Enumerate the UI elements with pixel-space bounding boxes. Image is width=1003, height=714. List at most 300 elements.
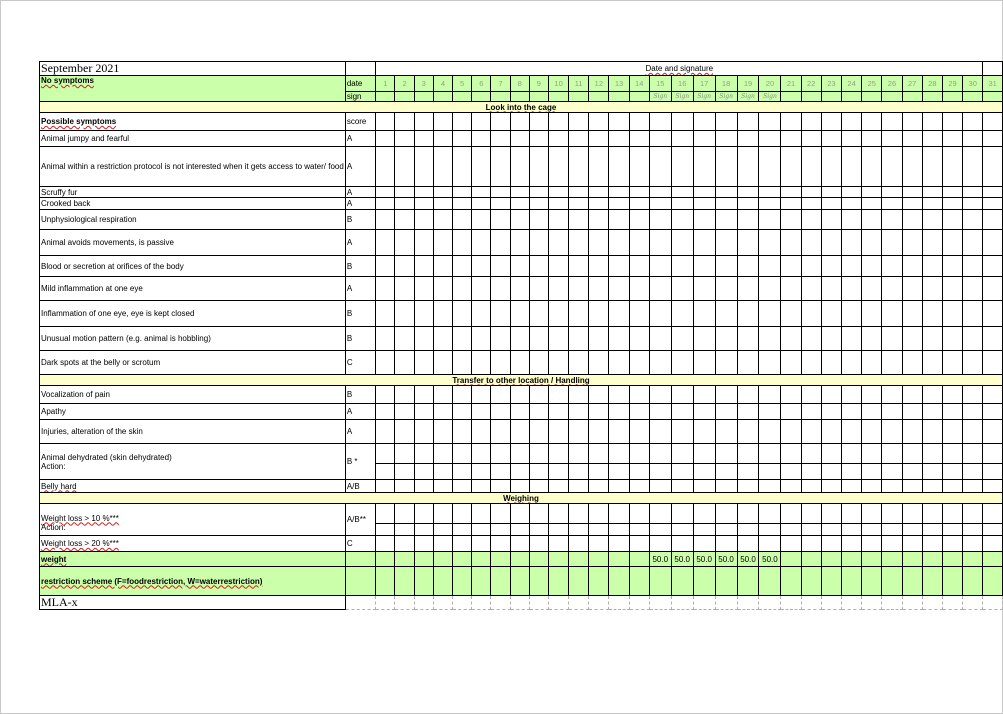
day-cell[interactable] bbox=[942, 524, 962, 536]
day-cell[interactable] bbox=[715, 480, 737, 493]
day-cell[interactable] bbox=[529, 567, 548, 596]
day-cell[interactable] bbox=[715, 210, 737, 230]
day-cell[interactable] bbox=[414, 444, 433, 464]
day-cell[interactable] bbox=[472, 131, 491, 147]
day-cell[interactable] bbox=[529, 277, 548, 301]
day-cell[interactable] bbox=[589, 444, 609, 464]
day-cell[interactable] bbox=[781, 386, 801, 404]
weight-value-cell[interactable] bbox=[942, 552, 962, 567]
day-cell[interactable] bbox=[609, 210, 629, 230]
day-cell[interactable] bbox=[472, 187, 491, 198]
day-cell[interactable] bbox=[983, 444, 1003, 464]
day-cell[interactable] bbox=[902, 210, 922, 230]
signature-cell[interactable] bbox=[902, 92, 922, 102]
day-cell[interactable] bbox=[548, 567, 568, 596]
day-cell[interactable] bbox=[841, 301, 861, 327]
day-cell[interactable] bbox=[395, 147, 414, 187]
signature-cell[interactable] bbox=[942, 92, 962, 102]
day-cell[interactable] bbox=[609, 230, 629, 256]
day-cell[interactable] bbox=[942, 536, 962, 552]
day-cell[interactable] bbox=[529, 198, 548, 210]
day-cell[interactable] bbox=[529, 351, 548, 375]
day-cell[interactable] bbox=[395, 230, 414, 256]
day-cell[interactable] bbox=[472, 444, 491, 464]
day-cell[interactable] bbox=[609, 327, 629, 351]
day-cell[interactable] bbox=[922, 230, 942, 256]
day-cell[interactable] bbox=[781, 187, 801, 198]
signature-cell[interactable] bbox=[882, 92, 902, 102]
day-cell[interactable] bbox=[942, 147, 962, 187]
day-cell[interactable] bbox=[589, 536, 609, 552]
day-cell[interactable] bbox=[759, 351, 781, 375]
day-cell[interactable] bbox=[491, 230, 510, 256]
day-cell[interactable] bbox=[715, 147, 737, 187]
day-cell[interactable] bbox=[983, 198, 1003, 210]
day-cell[interactable] bbox=[472, 536, 491, 552]
day-cell[interactable] bbox=[781, 256, 801, 277]
day-cell[interactable] bbox=[862, 351, 882, 375]
day-cell[interactable] bbox=[609, 524, 629, 536]
day-cell[interactable] bbox=[433, 131, 452, 147]
day-cell[interactable] bbox=[882, 444, 902, 464]
day-cell[interactable] bbox=[548, 464, 568, 480]
day-cell[interactable] bbox=[841, 210, 861, 230]
day-cell[interactable] bbox=[376, 277, 395, 301]
day-cell[interactable] bbox=[414, 230, 433, 256]
day-cell[interactable] bbox=[922, 464, 942, 480]
day-cell[interactable] bbox=[671, 536, 693, 552]
day-cell[interactable] bbox=[922, 131, 942, 147]
day-cell[interactable] bbox=[649, 210, 671, 230]
day-cell[interactable] bbox=[609, 480, 629, 493]
day-cell[interactable] bbox=[433, 386, 452, 404]
day-cell[interactable] bbox=[395, 277, 414, 301]
day-cell[interactable] bbox=[453, 256, 472, 277]
day-cell[interactable] bbox=[529, 386, 548, 404]
day-cell[interactable] bbox=[529, 420, 548, 444]
day-cell[interactable] bbox=[801, 277, 821, 301]
day-cell[interactable] bbox=[983, 277, 1003, 301]
day-cell[interactable] bbox=[414, 187, 433, 198]
day-cell[interactable] bbox=[882, 464, 902, 480]
day-cell[interactable] bbox=[529, 131, 548, 147]
day-cell[interactable] bbox=[942, 404, 962, 420]
signature-cell[interactable] bbox=[491, 92, 510, 102]
day-cell[interactable] bbox=[715, 444, 737, 464]
day-cell[interactable] bbox=[589, 480, 609, 493]
day-cell[interactable] bbox=[453, 301, 472, 327]
day-cell[interactable] bbox=[671, 420, 693, 444]
day-cell[interactable] bbox=[529, 187, 548, 198]
day-cell[interactable] bbox=[882, 404, 902, 420]
day-cell[interactable] bbox=[510, 230, 529, 256]
day-cell[interactable] bbox=[737, 404, 759, 420]
day-cell[interactable] bbox=[902, 386, 922, 404]
signature-cell[interactable] bbox=[376, 92, 395, 102]
day-cell[interactable] bbox=[963, 187, 983, 198]
weight-value-cell[interactable]: 50.0 bbox=[715, 552, 737, 567]
day-cell[interactable] bbox=[629, 404, 649, 420]
day-cell[interactable] bbox=[569, 536, 589, 552]
day-cell[interactable] bbox=[922, 536, 942, 552]
day-cell[interactable] bbox=[414, 524, 433, 536]
signature-cell[interactable] bbox=[589, 92, 609, 102]
day-cell[interactable] bbox=[472, 210, 491, 230]
day-cell[interactable] bbox=[759, 113, 781, 131]
day-cell[interactable] bbox=[548, 404, 568, 420]
day-cell[interactable] bbox=[589, 351, 609, 375]
day-cell[interactable] bbox=[433, 301, 452, 327]
day-cell[interactable] bbox=[759, 464, 781, 480]
day-cell[interactable] bbox=[414, 113, 433, 131]
day-cell[interactable] bbox=[395, 464, 414, 480]
day-cell[interactable] bbox=[801, 420, 821, 444]
day-cell[interactable] bbox=[376, 131, 395, 147]
day-cell[interactable] bbox=[671, 113, 693, 131]
day-cell[interactable] bbox=[882, 113, 902, 131]
day-cell[interactable] bbox=[609, 404, 629, 420]
day-cell[interactable] bbox=[472, 524, 491, 536]
day-cell[interactable] bbox=[548, 277, 568, 301]
day-cell[interactable] bbox=[529, 536, 548, 552]
day-cell[interactable] bbox=[922, 504, 942, 524]
day-cell[interactable] bbox=[821, 113, 841, 131]
day-cell[interactable] bbox=[453, 210, 472, 230]
day-cell[interactable] bbox=[491, 524, 510, 536]
day-cell[interactable] bbox=[376, 198, 395, 210]
day-cell[interactable] bbox=[942, 210, 962, 230]
day-cell[interactable] bbox=[453, 113, 472, 131]
weight-value-cell[interactable] bbox=[548, 552, 568, 567]
day-cell[interactable] bbox=[395, 327, 414, 351]
signature-cell[interactable] bbox=[963, 92, 983, 102]
signature-cell[interactable]: Sign bbox=[759, 92, 781, 102]
day-cell[interactable] bbox=[671, 277, 693, 301]
day-cell[interactable] bbox=[821, 187, 841, 198]
day-cell[interactable] bbox=[715, 567, 737, 596]
day-cell[interactable] bbox=[395, 301, 414, 327]
day-cell[interactable] bbox=[882, 524, 902, 536]
day-cell[interactable] bbox=[882, 187, 902, 198]
day-cell[interactable] bbox=[821, 210, 841, 230]
day-cell[interactable] bbox=[821, 301, 841, 327]
day-cell[interactable] bbox=[589, 147, 609, 187]
day-cell[interactable] bbox=[589, 113, 609, 131]
day-cell[interactable] bbox=[433, 210, 452, 230]
day-cell[interactable] bbox=[569, 386, 589, 404]
day-cell[interactable] bbox=[376, 567, 395, 596]
day-cell[interactable] bbox=[414, 464, 433, 480]
day-cell[interactable] bbox=[715, 277, 737, 301]
day-cell[interactable] bbox=[963, 404, 983, 420]
day-cell[interactable] bbox=[453, 327, 472, 351]
day-cell[interactable] bbox=[529, 464, 548, 480]
day-cell[interactable] bbox=[510, 210, 529, 230]
day-cell[interactable] bbox=[963, 256, 983, 277]
day-cell[interactable] bbox=[902, 536, 922, 552]
day-cell[interactable] bbox=[569, 504, 589, 524]
day-cell[interactable] bbox=[510, 351, 529, 375]
day-cell[interactable] bbox=[395, 113, 414, 131]
weight-value-cell[interactable]: 50.0 bbox=[759, 552, 781, 567]
day-cell[interactable] bbox=[821, 420, 841, 444]
signature-cell[interactable] bbox=[395, 92, 414, 102]
day-cell[interactable] bbox=[548, 147, 568, 187]
day-cell[interactable] bbox=[902, 256, 922, 277]
day-cell[interactable] bbox=[510, 113, 529, 131]
day-cell[interactable] bbox=[922, 301, 942, 327]
signature-cell[interactable] bbox=[472, 92, 491, 102]
day-cell[interactable] bbox=[942, 420, 962, 444]
weight-value-cell[interactable] bbox=[589, 552, 609, 567]
day-cell[interactable] bbox=[759, 256, 781, 277]
day-cell[interactable] bbox=[902, 567, 922, 596]
day-cell[interactable] bbox=[942, 230, 962, 256]
day-cell[interactable] bbox=[589, 420, 609, 444]
day-cell[interactable] bbox=[715, 351, 737, 375]
day-cell[interactable] bbox=[649, 301, 671, 327]
day-cell[interactable] bbox=[862, 504, 882, 524]
day-cell[interactable] bbox=[963, 277, 983, 301]
day-cell[interactable] bbox=[510, 524, 529, 536]
day-cell[interactable] bbox=[922, 420, 942, 444]
day-cell[interactable] bbox=[862, 147, 882, 187]
day-cell[interactable] bbox=[395, 386, 414, 404]
weight-value-cell[interactable] bbox=[569, 552, 589, 567]
day-cell[interactable] bbox=[472, 404, 491, 420]
day-cell[interactable] bbox=[942, 504, 962, 524]
day-cell[interactable] bbox=[963, 198, 983, 210]
day-cell[interactable] bbox=[862, 404, 882, 420]
day-cell[interactable] bbox=[376, 256, 395, 277]
signature-cell[interactable]: Sign bbox=[671, 92, 693, 102]
day-cell[interactable] bbox=[472, 113, 491, 131]
day-cell[interactable] bbox=[922, 351, 942, 375]
day-cell[interactable] bbox=[983, 464, 1003, 480]
day-cell[interactable] bbox=[882, 147, 902, 187]
day-cell[interactable] bbox=[693, 404, 715, 420]
day-cell[interactable] bbox=[983, 301, 1003, 327]
day-cell[interactable] bbox=[693, 147, 715, 187]
day-cell[interactable] bbox=[472, 420, 491, 444]
day-cell[interactable] bbox=[963, 420, 983, 444]
day-cell[interactable] bbox=[715, 536, 737, 552]
day-cell[interactable] bbox=[649, 147, 671, 187]
day-cell[interactable] bbox=[609, 420, 629, 444]
day-cell[interactable] bbox=[453, 404, 472, 420]
day-cell[interactable] bbox=[510, 327, 529, 351]
day-cell[interactable] bbox=[737, 351, 759, 375]
day-cell[interactable] bbox=[715, 327, 737, 351]
signature-cell[interactable] bbox=[983, 92, 1003, 102]
day-cell[interactable] bbox=[510, 147, 529, 187]
day-cell[interactable] bbox=[781, 351, 801, 375]
day-cell[interactable] bbox=[376, 351, 395, 375]
day-cell[interactable] bbox=[609, 187, 629, 198]
day-cell[interactable] bbox=[963, 351, 983, 375]
day-cell[interactable] bbox=[433, 464, 452, 480]
day-cell[interactable] bbox=[491, 444, 510, 464]
day-cell[interactable] bbox=[882, 386, 902, 404]
day-cell[interactable] bbox=[983, 327, 1003, 351]
day-cell[interactable] bbox=[902, 351, 922, 375]
day-cell[interactable] bbox=[491, 567, 510, 596]
day-cell[interactable] bbox=[433, 147, 452, 187]
day-cell[interactable] bbox=[649, 198, 671, 210]
day-cell[interactable] bbox=[841, 536, 861, 552]
day-cell[interactable] bbox=[963, 480, 983, 493]
day-cell[interactable] bbox=[510, 444, 529, 464]
day-cell[interactable] bbox=[902, 327, 922, 351]
day-cell[interactable] bbox=[510, 504, 529, 524]
day-cell[interactable] bbox=[963, 524, 983, 536]
day-cell[interactable] bbox=[882, 567, 902, 596]
day-cell[interactable] bbox=[548, 327, 568, 351]
day-cell[interactable] bbox=[882, 536, 902, 552]
day-cell[interactable] bbox=[510, 420, 529, 444]
day-cell[interactable] bbox=[491, 504, 510, 524]
day-cell[interactable] bbox=[414, 536, 433, 552]
weight-value-cell[interactable] bbox=[882, 552, 902, 567]
day-cell[interactable] bbox=[821, 256, 841, 277]
weight-value-cell[interactable] bbox=[395, 552, 414, 567]
day-cell[interactable] bbox=[472, 256, 491, 277]
day-cell[interactable] bbox=[395, 524, 414, 536]
day-cell[interactable] bbox=[693, 351, 715, 375]
day-cell[interactable] bbox=[693, 386, 715, 404]
day-cell[interactable] bbox=[529, 113, 548, 131]
day-cell[interactable] bbox=[759, 524, 781, 536]
day-cell[interactable] bbox=[963, 386, 983, 404]
day-cell[interactable] bbox=[902, 187, 922, 198]
day-cell[interactable] bbox=[629, 480, 649, 493]
day-cell[interactable] bbox=[715, 464, 737, 480]
day-cell[interactable] bbox=[395, 198, 414, 210]
day-cell[interactable] bbox=[671, 131, 693, 147]
day-cell[interactable] bbox=[715, 187, 737, 198]
day-cell[interactable] bbox=[414, 386, 433, 404]
day-cell[interactable] bbox=[942, 567, 962, 596]
day-cell[interactable] bbox=[781, 230, 801, 256]
day-cell[interactable] bbox=[942, 327, 962, 351]
day-cell[interactable] bbox=[821, 464, 841, 480]
day-cell[interactable] bbox=[589, 504, 609, 524]
day-cell[interactable] bbox=[414, 277, 433, 301]
day-cell[interactable] bbox=[649, 504, 671, 524]
day-cell[interactable] bbox=[609, 567, 629, 596]
day-cell[interactable] bbox=[433, 230, 452, 256]
day-cell[interactable] bbox=[963, 567, 983, 596]
weight-value-cell[interactable] bbox=[510, 552, 529, 567]
day-cell[interactable] bbox=[395, 404, 414, 420]
day-cell[interactable] bbox=[801, 256, 821, 277]
day-cell[interactable] bbox=[491, 277, 510, 301]
day-cell[interactable] bbox=[715, 256, 737, 277]
day-cell[interactable] bbox=[882, 480, 902, 493]
day-cell[interactable] bbox=[649, 256, 671, 277]
day-cell[interactable] bbox=[902, 404, 922, 420]
day-cell[interactable] bbox=[737, 210, 759, 230]
day-cell[interactable] bbox=[862, 210, 882, 230]
day-cell[interactable] bbox=[841, 464, 861, 480]
day-cell[interactable] bbox=[781, 504, 801, 524]
day-cell[interactable] bbox=[609, 147, 629, 187]
day-cell[interactable] bbox=[433, 404, 452, 420]
day-cell[interactable] bbox=[781, 147, 801, 187]
day-cell[interactable] bbox=[649, 351, 671, 375]
day-cell[interactable] bbox=[841, 230, 861, 256]
day-cell[interactable] bbox=[548, 444, 568, 464]
weight-value-cell[interactable] bbox=[902, 552, 922, 567]
day-cell[interactable] bbox=[629, 198, 649, 210]
day-cell[interactable] bbox=[693, 277, 715, 301]
day-cell[interactable] bbox=[963, 230, 983, 256]
day-cell[interactable] bbox=[841, 147, 861, 187]
day-cell[interactable] bbox=[801, 504, 821, 524]
day-cell[interactable] bbox=[649, 187, 671, 198]
day-cell[interactable] bbox=[715, 524, 737, 536]
day-cell[interactable] bbox=[693, 210, 715, 230]
day-cell[interactable] bbox=[963, 444, 983, 464]
day-cell[interactable] bbox=[433, 277, 452, 301]
day-cell[interactable] bbox=[821, 504, 841, 524]
weight-value-cell[interactable]: 50.0 bbox=[693, 552, 715, 567]
day-cell[interactable] bbox=[472, 504, 491, 524]
day-cell[interactable] bbox=[414, 256, 433, 277]
day-cell[interactable] bbox=[548, 524, 568, 536]
day-cell[interactable] bbox=[414, 504, 433, 524]
day-cell[interactable] bbox=[841, 198, 861, 210]
day-cell[interactable] bbox=[414, 327, 433, 351]
day-cell[interactable] bbox=[983, 504, 1003, 524]
day-cell[interactable] bbox=[529, 147, 548, 187]
weight-value-cell[interactable] bbox=[821, 552, 841, 567]
signature-cell[interactable]: Sign bbox=[649, 92, 671, 102]
day-cell[interactable] bbox=[759, 277, 781, 301]
day-cell[interactable] bbox=[759, 420, 781, 444]
day-cell[interactable] bbox=[569, 147, 589, 187]
day-cell[interactable] bbox=[629, 351, 649, 375]
day-cell[interactable] bbox=[569, 327, 589, 351]
day-cell[interactable] bbox=[569, 301, 589, 327]
day-cell[interactable] bbox=[569, 444, 589, 464]
weight-value-cell[interactable] bbox=[453, 552, 472, 567]
day-cell[interactable] bbox=[548, 301, 568, 327]
day-cell[interactable] bbox=[376, 147, 395, 187]
day-cell[interactable] bbox=[491, 464, 510, 480]
signature-cell[interactable]: Sign bbox=[693, 92, 715, 102]
day-cell[interactable] bbox=[862, 198, 882, 210]
day-cell[interactable] bbox=[433, 524, 452, 536]
day-cell[interactable] bbox=[737, 567, 759, 596]
day-cell[interactable] bbox=[801, 464, 821, 480]
day-cell[interactable] bbox=[862, 230, 882, 256]
day-cell[interactable] bbox=[862, 480, 882, 493]
day-cell[interactable] bbox=[759, 198, 781, 210]
day-cell[interactable] bbox=[882, 327, 902, 351]
day-cell[interactable] bbox=[609, 386, 629, 404]
day-cell[interactable] bbox=[510, 301, 529, 327]
day-cell[interactable] bbox=[510, 187, 529, 198]
day-cell[interactable] bbox=[801, 198, 821, 210]
day-cell[interactable] bbox=[715, 113, 737, 131]
day-cell[interactable] bbox=[629, 567, 649, 596]
day-cell[interactable] bbox=[781, 536, 801, 552]
day-cell[interactable] bbox=[801, 131, 821, 147]
day-cell[interactable] bbox=[862, 301, 882, 327]
day-cell[interactable] bbox=[569, 420, 589, 444]
day-cell[interactable] bbox=[942, 187, 962, 198]
